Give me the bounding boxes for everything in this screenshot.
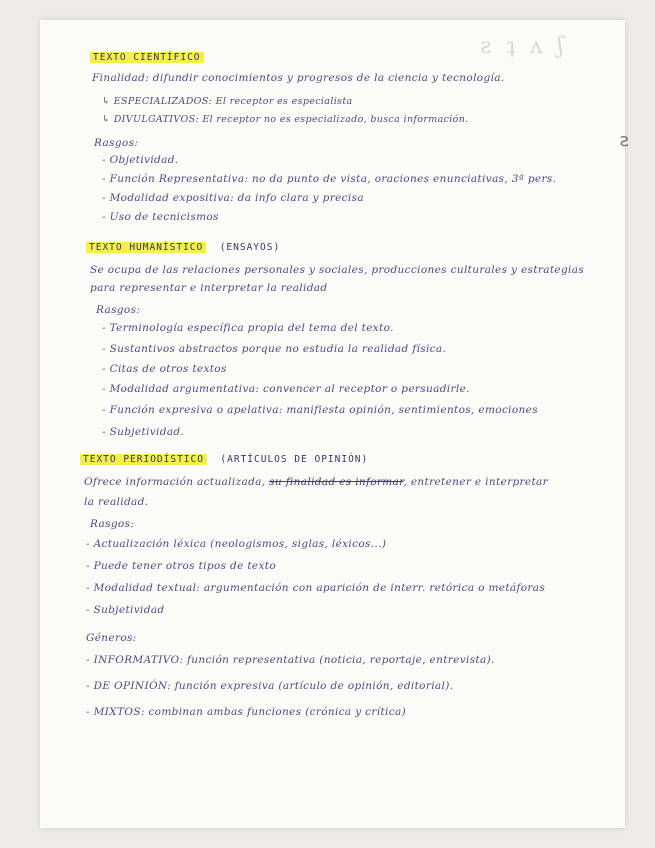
highlight: TEXTO HUMANÍSTICO	[86, 242, 206, 253]
list-item: - Objetividad.	[102, 154, 179, 166]
list-item: - Función Representativa: no da punto de vista, oraciones enunciativas, 3ª pers.	[102, 173, 557, 185]
list-item: - MIXTOS: combinan ambas funciones (crónica y crítica)	[86, 706, 407, 718]
list-item: - INFORMATIVO: función representativa (noticia, reportaje, entrevista).	[86, 654, 495, 666]
description-line: la realidad.	[84, 496, 149, 508]
list-item: - Puede tener otros tipos de texto	[86, 560, 276, 572]
list-item: - Modalidad argumentativa: convencer al receptor o persuadirle.	[102, 383, 470, 395]
arrow-icon: ↳	[102, 114, 111, 125]
description-line: para representar e interpretar la realidad	[90, 282, 328, 294]
section-subtitle: (ENSAYOS)	[219, 242, 281, 253]
especializados-line: ↳ ESPECIALIZADOS: El receptor es especialista	[102, 96, 353, 107]
list-item: - Citas de otros textos	[102, 363, 227, 375]
list-item: - Uso de tecnicismos	[102, 211, 219, 223]
notebook-page	[40, 20, 629, 828]
list-item: - Subjetividad	[86, 604, 165, 616]
section-subtitle: (ARTÍCULOS DE OPINIÓN)	[220, 454, 369, 465]
section-title-cientifico	[90, 52, 204, 63]
rasgos-title: Rasgos:	[96, 304, 141, 316]
arrow-icon: ↳	[102, 96, 111, 107]
description-line: Ofrece información actualizada, su finalidad es informar, entretener e interpretar	[84, 476, 549, 488]
list-item: - Modalidad expositiva: da info clara y precisa	[102, 192, 364, 204]
finalidad-line: Finalidad: difundir conocimientos y progresos de la ciencia y tecnología.	[92, 72, 505, 84]
rasgos-title: Rasgos:	[90, 518, 135, 530]
list-item: - Subjetividad.	[102, 426, 185, 438]
list-item: - Terminología específica propia del tema del texto.	[102, 322, 394, 334]
bleed-through-mark: ƨ ʇ ʌ ʃ	[480, 34, 568, 59]
struck-text: su finalidad es informar	[269, 476, 404, 488]
highlight: TEXTO CIENTÍFICO	[90, 52, 204, 63]
list-item: - Modalidad textual: argumentación con aparición de interr. retórica o metáforas	[86, 582, 546, 594]
section-title-periodistico	[80, 454, 368, 465]
rasgos-title: Rasgos:	[94, 137, 139, 149]
list-item: - Sustantivos abstractos porque no estudia la realidad física.	[102, 343, 447, 355]
description-line: Se ocupa de las relaciones personales y sociales, producciones culturales y estrategias	[90, 264, 585, 276]
generos-title: Géneros:	[86, 632, 137, 644]
divulgativos-line: ↳ DIVULGATIVOS: El receptor no es especializado, busca información.	[102, 114, 469, 125]
list-item: - Función expresiva o apelativa: manifiesta opinión, sentimientos, emociones	[102, 404, 538, 416]
section-title-humanistico	[86, 242, 280, 253]
list-item: - Actualización léxica (neologismos, siglas, léxicos...)	[86, 538, 387, 550]
list-item: - DE OPINIÓN: función expresiva (artículo de opinión, editorial).	[86, 680, 454, 692]
highlight: TEXTO PERIODÍSTICO	[80, 454, 207, 465]
page-edge-mark: ƨ	[619, 130, 629, 151]
